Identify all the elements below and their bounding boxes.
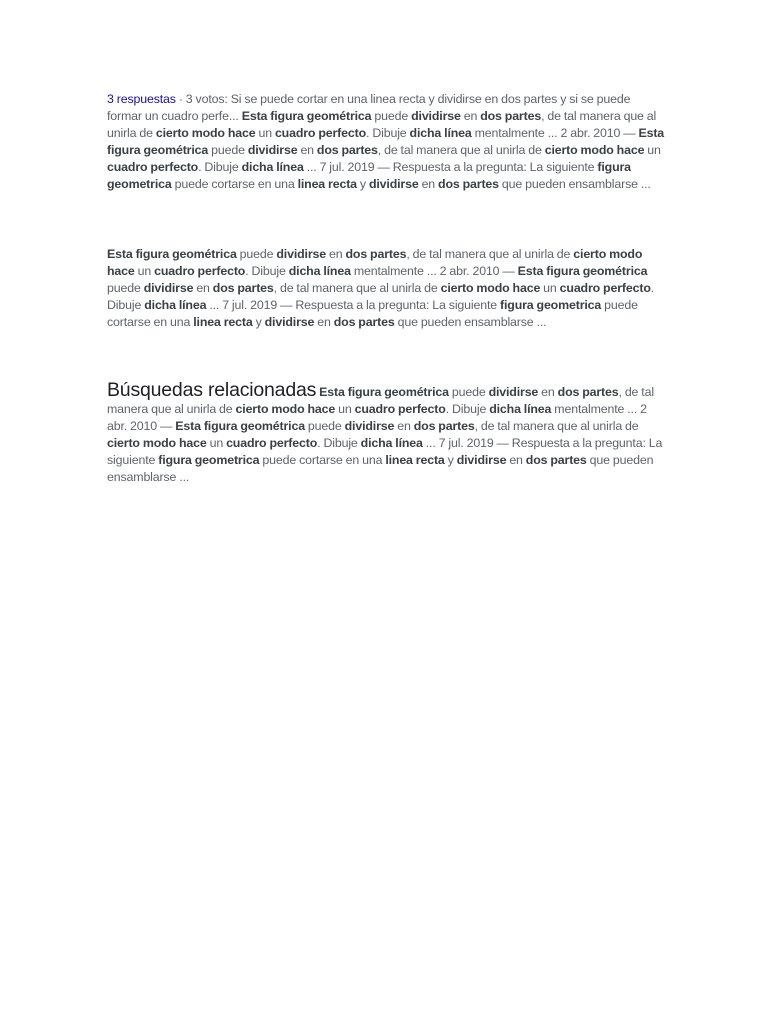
highlighted-term: Esta figura geométrica	[107, 126, 665, 157]
snippet-fragment: mentalmente ... 2 abr. 2010 —	[350, 264, 518, 278]
snippet-fragment: que pueden ensamblarse ...	[107, 453, 654, 484]
snippet-fragment: , de tal manera que al unirla de	[273, 281, 441, 295]
snippet-fragment: un	[134, 264, 155, 278]
snippet-fragment: . Dibuje	[445, 402, 490, 416]
highlighted-term: cuadro perfecto	[354, 402, 446, 416]
snippet-fragment: un	[644, 143, 661, 157]
highlighted-term: cuadro perfecto	[154, 264, 246, 278]
related-searches-section	[107, 379, 665, 486]
highlighted-term: dos partes	[345, 247, 407, 261]
highlighted-term: dividirse	[247, 143, 298, 157]
snippet-fragment: en	[418, 177, 439, 191]
highlighted-term: dos partes	[316, 143, 378, 157]
snippet-fragment: ... 7 jul. 2019 — Respuesta a la pregunta: La siguiente	[206, 298, 501, 312]
highlighted-term: cuadro perfecto	[559, 281, 651, 295]
highlighted-term: cierto modo hace	[107, 436, 207, 450]
snippet-fragment: , de tal manera que al unirla de	[406, 247, 574, 261]
snippet-fragment: en	[394, 419, 414, 433]
snippet-fragment: mentalmente ... 2 abr. 2010 —	[107, 402, 647, 433]
highlighted-term: linea recta	[297, 177, 357, 191]
snippet-fragment: y	[444, 453, 457, 467]
highlighted-term: figura geometrica	[107, 160, 631, 191]
search-result-snippet	[107, 91, 665, 193]
snippet-fragment: mentalmente ... 2 abr. 2010 —	[471, 126, 639, 140]
highlighted-term: cierto modo hace	[544, 143, 645, 157]
snippet-text	[107, 92, 664, 191]
snippet-fragment: ... 7 jul. 2019 — Respuesta a la pregunta: La siguiente	[303, 160, 598, 174]
snippet-fragment: , de tal manera que al unirla de	[377, 143, 545, 157]
snippet-fragment: puede	[448, 385, 489, 399]
snippet-fragment: y	[252, 315, 265, 329]
highlighted-term: cierto modo hace	[235, 402, 336, 416]
highlighted-term: dicha línea	[360, 436, 423, 450]
search-result-snippet-2	[107, 246, 665, 331]
snippet-fragment: . Dibuje	[317, 436, 361, 450]
highlighted-term: dos partes	[480, 109, 542, 123]
snippet-fragment: . Dibuje	[245, 264, 289, 278]
highlighted-term: dividirse	[488, 385, 539, 399]
highlighted-term: figura geometrica	[500, 298, 602, 312]
highlighted-term: dos partes	[333, 315, 395, 329]
snippet-fragment: · 3 votos: Si se puede cortar en una linea recta y dividirse en dos partes y si se puede formar un cuadro perfe...	[107, 92, 631, 123]
highlighted-term: dividirse	[344, 419, 395, 433]
highlighted-term: cuadro perfecto	[274, 126, 367, 140]
snippet-fragment: puede cortarse en una	[259, 453, 386, 467]
highlighted-term: dividirse	[276, 247, 327, 261]
snippet-fragment: . Dibuje	[198, 160, 242, 174]
highlighted-term: cierto modo hace	[155, 126, 256, 140]
highlighted-term: dos partes	[557, 385, 619, 399]
highlighted-term: dicha línea	[144, 298, 207, 312]
snippet-fragment: en	[460, 109, 481, 123]
highlighted-term: linea recta	[193, 315, 253, 329]
snippet-fragment: que pueden ensamblarse ...	[498, 177, 651, 191]
highlighted-term: dicha línea	[288, 264, 351, 278]
highlighted-term: Esta figura geométrica	[241, 109, 372, 123]
snippet-fragment: . Dibuje	[366, 126, 410, 140]
snippet-fragment: puede	[304, 419, 345, 433]
snippet-fragment: que pueden ensamblarse ...	[394, 315, 547, 329]
highlighted-term: cuadro perfecto	[107, 160, 199, 174]
highlighted-term: cuadro perfecto	[226, 436, 318, 450]
highlighted-term: Esta figura geométrica	[107, 247, 237, 261]
snippet-fragment: un	[206, 436, 227, 450]
snippet-fragment: , de tal manera que al unirla de	[107, 109, 657, 140]
highlighted-term: figura geometrica	[158, 453, 260, 467]
highlighted-term: linea recta	[385, 453, 445, 467]
highlighted-term: dicha línea	[489, 402, 552, 416]
snippet-fragment: puede cortarse en una	[171, 177, 298, 191]
snippet-fragment: puede	[107, 281, 144, 295]
highlighted-term: dos partes	[438, 177, 499, 191]
highlighted-term: dicha línea	[409, 126, 472, 140]
snippet-fragment: y	[356, 177, 369, 191]
highlighted-term: Esta figura geométrica	[517, 264, 648, 278]
highlighted-term: dicha línea	[241, 160, 304, 174]
highlighted-term: dividirse	[264, 315, 315, 329]
highlighted-term: dividirse	[411, 109, 461, 123]
highlighted-term: dividirse	[456, 453, 507, 467]
snippet-fragment: puede cortarse en una	[107, 298, 638, 329]
snippet-fragment: en	[297, 143, 317, 157]
snippet-fragment: puede	[236, 247, 277, 261]
answers-link[interactable]: 3 respuestas	[107, 92, 176, 106]
snippet-fragment: en	[314, 315, 334, 329]
snippet-fragment: en	[326, 247, 346, 261]
highlighted-term: cierto modo hace	[440, 281, 541, 295]
highlighted-term: dos partes	[212, 281, 274, 295]
snippet-fragment: ... 7 jul. 2019 — Respuesta a la pregunta: La siguiente	[107, 436, 663, 467]
snippet-fragment: , de tal manera que al unirla de	[107, 385, 654, 416]
snippet-fragment: un	[255, 126, 275, 140]
highlighted-term: dividirse	[143, 281, 194, 295]
highlighted-term: dividirse	[368, 177, 419, 191]
snippet-fragment: en	[538, 385, 558, 399]
snippet-fragment: en	[193, 281, 213, 295]
snippet-fragment: un	[335, 402, 355, 416]
highlighted-term: Esta figura geométrica	[175, 419, 305, 433]
snippet-fragment: un	[540, 281, 560, 295]
highlighted-term: dos partes	[413, 419, 475, 433]
snippet-fragment: en	[506, 453, 526, 467]
highlighted-term: dos partes	[525, 453, 587, 467]
snippet-fragment: puede	[208, 143, 248, 157]
highlighted-term: Esta figura geométrica	[319, 385, 449, 399]
snippet-text	[107, 247, 654, 329]
snippet-fragment: . Dibuje	[107, 281, 655, 312]
snippet-fragment: puede	[371, 109, 412, 123]
related-searches-heading: Búsquedas relacionadas	[107, 379, 317, 401]
highlighted-term: cierto modo hace	[107, 247, 643, 278]
snippet-fragment: , de tal manera que al unirla de	[474, 419, 639, 433]
